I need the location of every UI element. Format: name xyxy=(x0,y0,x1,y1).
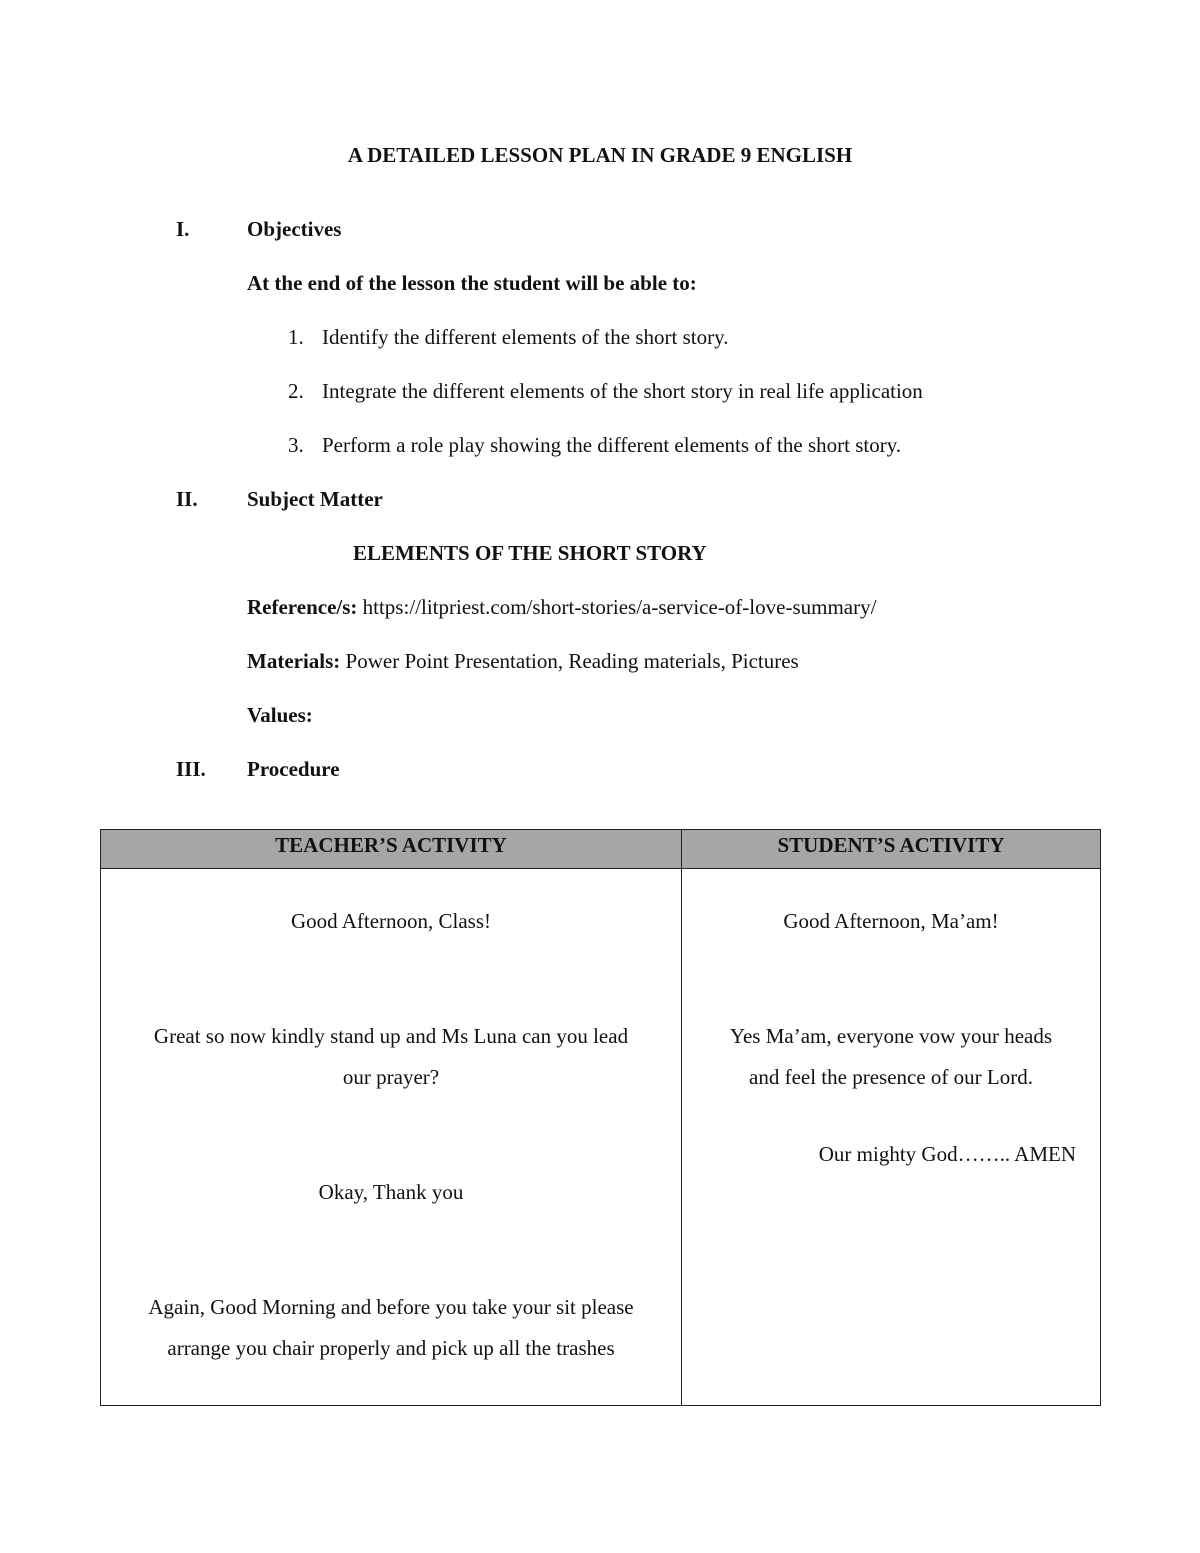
teacher-line: Great so now kindly stand up and Ms Luna can you lead xyxy=(153,1024,629,1048)
page-title: A DETAILED LESSON PLAN IN GRADE 9 ENGLISH xyxy=(347,143,853,167)
materials-line xyxy=(247,649,799,674)
objective-item: Integrate the different elements of the short story in real life application xyxy=(322,379,923,403)
section-heading-subject-matter: Subject Matter xyxy=(247,487,383,511)
section-numeral-objectives: I. xyxy=(176,217,190,241)
reference-label: Reference/s: xyxy=(247,595,358,619)
student-activity-cell xyxy=(682,869,1101,1406)
student-activity-header: STUDENT’S ACTIVITY xyxy=(682,830,1101,869)
objective-number: 2. xyxy=(288,379,304,403)
section-numeral-procedure: III. xyxy=(176,757,206,781)
teacher-line: Okay, Thank you xyxy=(318,1180,464,1204)
teacher-activity-cell xyxy=(101,869,682,1406)
student-line: Good Afternoon, Ma’am! xyxy=(783,909,999,933)
objective-number: 1. xyxy=(288,325,304,349)
objectives-intro: At the end of the lesson the student will be able to: xyxy=(247,271,697,295)
student-line: Our mighty God…….. AMEN xyxy=(818,1142,1076,1166)
subject-topic: ELEMENTS OF THE SHORT STORY xyxy=(353,541,707,565)
reference-link[interactable]: https://litpriest.com/short-stories/a-service-of-love-summary/ xyxy=(362,595,877,619)
objective-item: Identify the different elements of the short story. xyxy=(322,325,729,349)
student-line: Yes Ma’am, everyone vow your heads xyxy=(729,1024,1053,1048)
section-heading-procedure: Procedure xyxy=(247,757,340,781)
teacher-line: Good Afternoon, Class! xyxy=(290,909,492,933)
materials-value: Power Point Presentation, Reading materials, Pictures xyxy=(345,649,799,673)
materials-label: Materials: xyxy=(247,649,341,673)
teacher-line: our prayer? xyxy=(342,1065,440,1089)
student-line: and feel the presence of our Lord. xyxy=(749,1065,1033,1089)
teacher-line: arrange you chair properly and pick up all the trashes xyxy=(167,1336,615,1360)
procedure-table xyxy=(100,829,1101,1406)
teacher-activity-header: TEACHER’S ACTIVITY xyxy=(101,830,682,869)
objective-number: 3. xyxy=(288,433,304,457)
reference-line xyxy=(247,595,876,620)
objective-item: Perform a role play showing the different elements of the short story. xyxy=(322,433,902,457)
teacher-line: Again, Good Morning and before you take your sit please xyxy=(148,1295,634,1319)
section-heading-objectives: Objectives xyxy=(247,217,342,241)
section-numeral-subject-matter: II. xyxy=(176,487,198,511)
values-label: Values: xyxy=(247,703,313,727)
